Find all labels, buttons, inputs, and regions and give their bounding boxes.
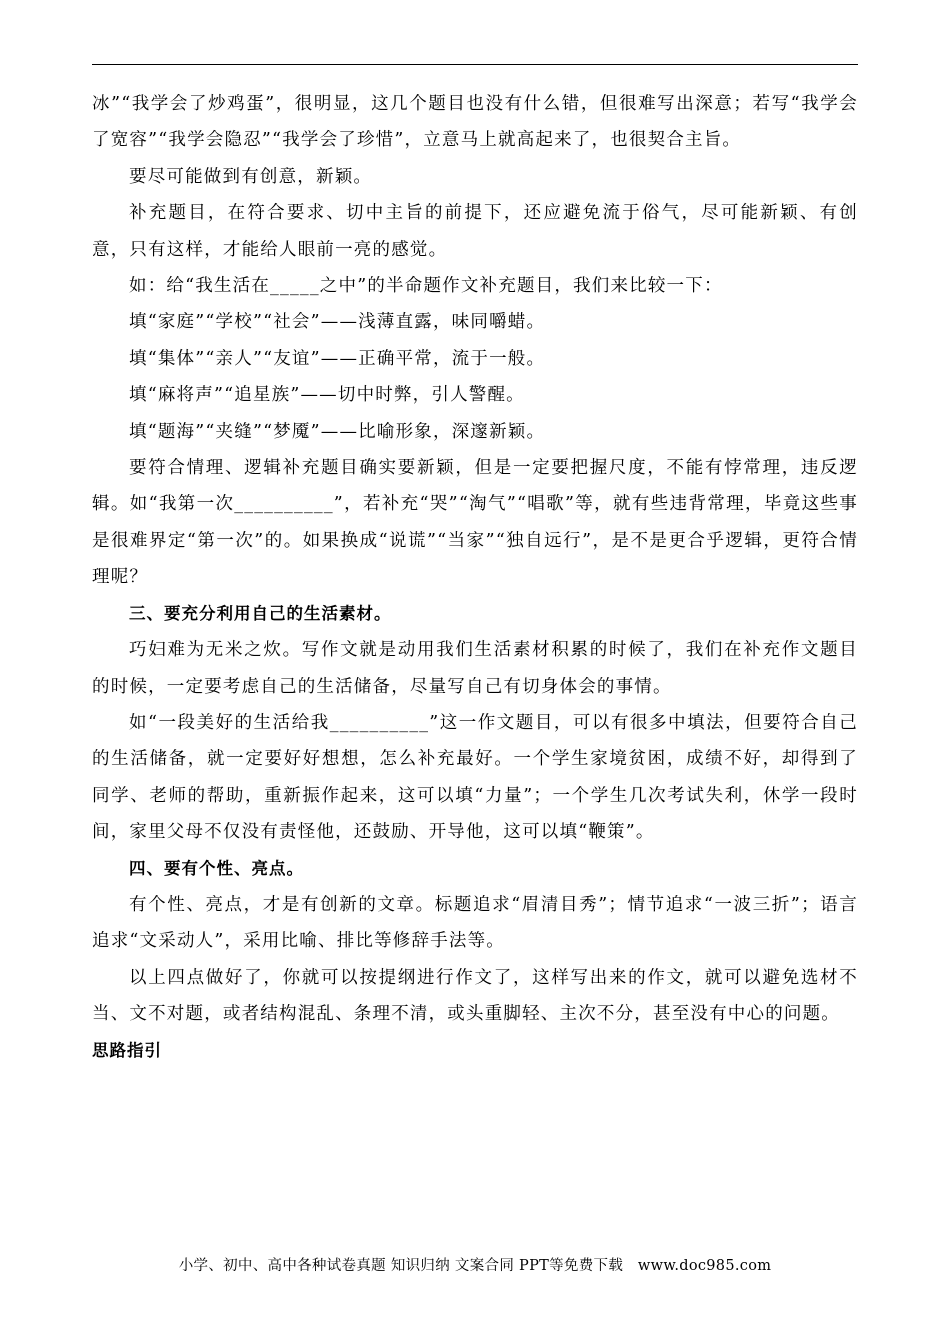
example-line-3: 填“麻将声”“追星族”——切中时弊，引人警醒。 xyxy=(129,385,525,406)
paragraph-novelty: 补充题目，在符合要求、切中主旨的前提下，还应避免流于俗气，尽可能新颖、有创意，只有这样，才能给人眼前一亮的感觉。 xyxy=(92,203,858,260)
section-heading-4: 四、要有个性、亮点。 xyxy=(129,858,304,878)
example-line-4: 填“题海”“夹缝”“梦魇”——比喻形象，深邃新颖。 xyxy=(129,421,546,442)
paragraph-material-example: 如“一段美好的生活给我__________”这一作文题目，可以有很多中填法，但要符合自己的生活储备，就一定要好好想想，怎么补充最好。一个学生家境贫困，成绩不好，却得到了同学、老师的帮助，重新振作起来，这可以填“力量”；一个学生几次考试失利，休学一段时间，家里父母不仅没有责怪他，还鼓励、开导他，这可以填“鞭策”。 xyxy=(92,712,858,843)
paragraph-material: 巧妇难为无米之炊。写作文就是动用我们生活素材积累的时候了，我们在补充作文题目的时候，一定要考虑自己的生活储备，尽量写自己有切身体会的事情。 xyxy=(92,640,858,697)
example-line-2: 填“集体”“亲人”“友谊”——正确平常，流于一般。 xyxy=(129,348,546,369)
paragraph-conclusion: 以上四点做好了，你就可以按提纲进行作文了，这样写出来的作文，就可以避免选材不当、文不对题，或者结构混乱、条理不清，或头重脚轻、主次不分，甚至没有中心的问题。 xyxy=(92,967,858,1025)
section-heading-guide: 思路指引 xyxy=(92,1040,162,1060)
footer-text: 小学、初中、高中各种试卷真题 知识归纳 文案合同 PPT等免费下载 www.doc985.com xyxy=(178,1258,772,1274)
header-rule xyxy=(92,64,858,65)
section-heading-3: 三、要充分利用自己的生活素材。 xyxy=(129,603,392,623)
document-body xyxy=(92,86,858,1069)
paragraph-example-intro: 如：给“我生活在_____之中”的半命题作文补充题目，我们来比较一下： xyxy=(129,276,723,297)
paragraph-continuation: 冰”“我学会了炒鸡蛋”，很明显，这几个题目也没有什么错，但很难写出深意；若写“我学会了宽容”“我学会隐忍”“我学会了珍惜”，立意马上就高起来了，也很契合主旨。 xyxy=(92,94,858,151)
paragraph-personality: 有个性、亮点，才是有创新的文章。标题追求“眉清目秀”；情节追求“一波三折”；语言追求“文采动人”，采用比喻、排比等修辞手法等。 xyxy=(92,894,858,952)
paragraph-logic: 要符合情理、逻辑补充题目确实要新颖，但是一定要把握尺度，不能有悖常理，违反逻辑。如“我第一次__________”，若补充“哭”“淘气”“唱歌”等，就有些违背常理，毕竟这些事是很难界定“第一次”的。如果换成“说谎”“当家”“独自远行”，是不是更合乎逻辑，更符合情理呢？ xyxy=(92,458,858,588)
paragraph-creativity: 要尽可能做到有创意，新颖。 xyxy=(129,166,373,187)
example-line-1: 填“家庭”“学校”“社会”——浅薄直露，味同嚼蜡。 xyxy=(129,312,546,333)
